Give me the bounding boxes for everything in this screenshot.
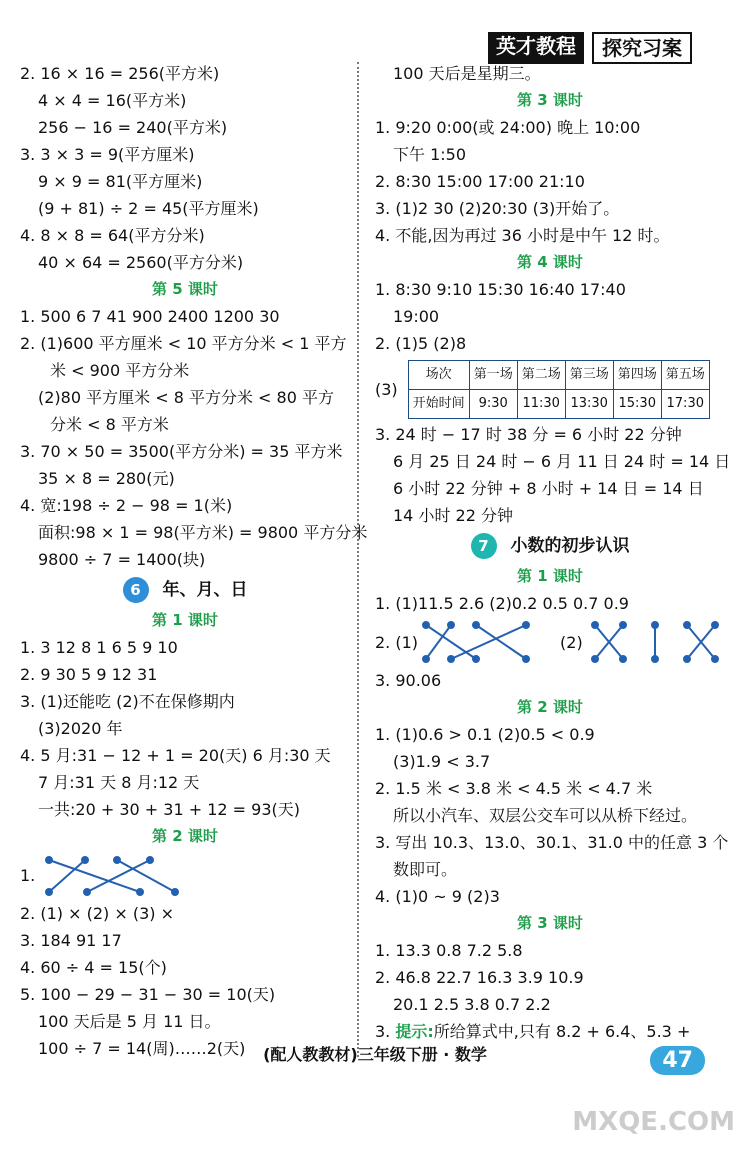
answer-line: 3. 3 × 3 = 9(平方厘米) — [20, 145, 195, 164]
answer-line: 2. 16 × 16 = 256(平方米) — [20, 64, 220, 83]
matching-diagram-row — [375, 617, 725, 667]
unit-heading — [20, 573, 350, 607]
answer-line: 3. 184 91 17 — [20, 931, 122, 950]
matching-lines-diagram — [418, 619, 538, 665]
left-column — [20, 60, 368, 1062]
answer-line: 所以小汽车、双层公交车可以从桥下经过。 — [393, 806, 698, 825]
answer-line: (2)80 平方厘米 < 8 平方分米 < 80 平方 — [38, 388, 334, 407]
answer-line: (9 + 81) ÷ 2 = 45(平方厘米) — [38, 199, 259, 218]
answer-line: 9800 ÷ 7 = 1400(块) — [38, 550, 206, 569]
answer-line: 面积:98 × 1 = 98(平方米) = 9800 平方分米 — [38, 523, 368, 542]
answer-line: 9 × 9 = 81(平方厘米) — [38, 172, 203, 191]
matching-lines-diagram — [35, 852, 195, 898]
answer-line: 19:00 — [393, 307, 440, 326]
answer-line: 数即可。 — [393, 860, 458, 879]
watermark: MXQE.COM — [572, 1107, 735, 1137]
answer-line: 1. (1)11.5 2.6 (2)0.2 0.5 0.7 0.9 — [375, 594, 629, 613]
column-divider — [357, 62, 359, 1057]
schedule-row — [375, 357, 725, 421]
matching-lines-diagram — [583, 619, 723, 665]
table-cell: 场次 — [408, 360, 469, 389]
unit-title: 小数的初步认识 — [510, 535, 630, 556]
answer-line: 2. 46.8 22.7 16.3 3.9 10.9 — [375, 968, 584, 987]
table-header-row — [408, 360, 709, 389]
book-title: 探究习案 — [592, 32, 692, 64]
lesson-heading: 第 1 课时 — [517, 567, 583, 585]
answer-line: 1. 500 6 7 41 900 2400 1200 30 — [20, 307, 280, 326]
table-cell: 第五场 — [661, 360, 709, 389]
table-cell: 17:30 — [661, 389, 709, 418]
answer-line: 100 天后是星期三。 — [393, 64, 541, 83]
answer-line: 3. 70 × 50 = 3500(平方分米) = 35 平方米 — [20, 442, 343, 461]
answer-line: (3)2020 年 — [38, 719, 123, 738]
lesson-heading: 第 2 课时 — [517, 698, 583, 716]
tip-label: 提示: — [395, 1022, 434, 1041]
question-number: 3. — [375, 1022, 396, 1041]
lesson-heading: 第 5 课时 — [152, 280, 218, 298]
answer-line: 下午 1:50 — [393, 145, 467, 164]
lesson-heading: 第 3 课时 — [517, 914, 583, 932]
answer-line: 分米 < 8 平方米 — [50, 415, 169, 434]
answer-line: 3. (1)2 30 (2)20:30 (3)开始了。 — [375, 199, 620, 218]
answer-line: 35 × 8 = 280(元) — [38, 469, 175, 488]
question-number: 1. — [20, 865, 36, 885]
schedule-table — [408, 360, 710, 419]
answer-line: 1. 3 12 8 1 6 5 9 10 — [20, 638, 178, 657]
answer-line: 20.1 2.5 3.8 0.7 2.2 — [393, 995, 551, 1014]
question-number: 2. (1) — [375, 632, 419, 652]
answer-line: 1. 9:20 0:00(或 24:00) 晚上 10:00 — [375, 118, 641, 137]
table-cell: 15:30 — [613, 389, 661, 418]
answer-line: 1. 8:30 9:10 15:30 16:40 17:40 — [375, 280, 626, 299]
table-cell: 开始时间 — [408, 389, 469, 418]
question-number: (2) — [560, 632, 583, 652]
answer-line: 2. (1)600 平方厘米 < 10 平方分米 < 1 平方 — [20, 334, 347, 353]
lesson-heading: 第 3 课时 — [517, 91, 583, 109]
answer-line: 7 月:31 天 8 月:12 天 — [38, 773, 200, 792]
answer-line: 100 天后是 5 月 11 日。 — [38, 1012, 221, 1031]
footer-text: (配人教教材)三年级下册 · 数学 — [263, 1045, 487, 1064]
answer-line: 5. 100 − 29 − 31 − 30 = 10(天) — [20, 985, 276, 1004]
lesson-heading: 第 4 课时 — [517, 253, 583, 271]
table-cell: 9:30 — [469, 389, 517, 418]
table-cell: 第一场 — [469, 360, 517, 389]
answer-line: 2. 9 30 5 9 12 31 — [20, 665, 158, 684]
table-cell: 第三场 — [565, 360, 613, 389]
table-cell: 第二场 — [517, 360, 565, 389]
answer-line: 4 × 4 = 16(平方米) — [38, 91, 187, 110]
answer-line: 2. (1)5 (2)8 — [375, 334, 467, 353]
answer-line — [375, 1018, 725, 1045]
answer-line: 3. 写出 10.3、13.0、30.1、31.0 中的任意 3 个 — [375, 833, 729, 852]
answer-line: 4. 不能,因为再过 36 小时是中午 12 时。 — [375, 226, 670, 245]
answer-line: 一共:20 + 30 + 31 + 12 = 93(天) — [38, 800, 300, 819]
table-row — [408, 389, 709, 418]
answer-line: 4. 60 ÷ 4 = 15(个) — [20, 958, 167, 977]
answer-line: 14 小时 22 分钟 — [393, 506, 513, 525]
unit-number-badge: 6 — [123, 577, 149, 603]
answer-line: 4. (1)0 ~ 9 (2)3 — [375, 887, 500, 906]
right-column — [375, 60, 731, 1045]
answer-line: 1. 13.3 0.8 7.2 5.8 — [375, 941, 523, 960]
table-cell: 第四场 — [613, 360, 661, 389]
answer-line: 2. 8:30 15:00 17:00 21:10 — [375, 172, 585, 191]
unit-number-badge: 7 — [471, 533, 497, 559]
unit-heading — [375, 529, 725, 563]
answer-line: 4. 宽:198 ÷ 2 − 98 = 1(米) — [20, 496, 233, 515]
answer-line: 米 < 900 平方分米 — [50, 361, 190, 380]
unit-title: 年、月、日 — [162, 579, 248, 600]
answer-line: 6 月 25 日 24 时 − 6 月 11 日 24 时 = 14 日 — [393, 452, 731, 471]
answer-line: 4. 5 月:31 − 12 + 1 = 20(天) 6 月:30 天 — [20, 746, 331, 765]
answer-line: 100 ÷ 7 = 14(周)……2(天) — [38, 1039, 246, 1058]
answer-line: 256 − 16 = 240(平方米) — [38, 118, 228, 137]
answer-line: 3. 90.06 — [375, 671, 442, 690]
answer-line: 1. (1)0.6 > 0.1 (2)0.5 < 0.9 — [375, 725, 595, 744]
answer-line: 4. 8 × 8 = 64(平方分米) — [20, 226, 205, 245]
answer-line: 2. (1) × (2) × (3) × — [20, 904, 174, 923]
table-cell: 13:30 — [565, 389, 613, 418]
answer-line: 3. (1)还能吃 (2)不在保修期内 — [20, 692, 235, 711]
page-number: 47 — [650, 1046, 705, 1075]
matching-diagram-row — [20, 850, 350, 900]
lesson-heading: 第 1 课时 — [152, 611, 218, 629]
answer-line: (3)1.9 < 3.7 — [393, 752, 491, 771]
table-cell: 11:30 — [517, 389, 565, 418]
answer-line: 3. 24 时 − 17 时 38 分 = 6 小时 22 分钟 — [375, 425, 682, 444]
answer-line: 2. 1.5 米 < 3.8 米 < 4.5 米 < 4.7 米 — [375, 779, 653, 798]
answer-line: 40 × 64 = 2560(平方分米) — [38, 253, 244, 272]
tip-text: 所给算式中,只有 8.2 + 6.4、5.3 + — [433, 1022, 691, 1041]
series-title: 英才教程 — [488, 32, 584, 64]
lesson-heading: 第 2 课时 — [152, 827, 218, 845]
answer-line: 6 小时 22 分钟 + 8 小时 + 14 日 = 14 日 — [393, 479, 704, 498]
question-number: (3) — [375, 379, 398, 399]
